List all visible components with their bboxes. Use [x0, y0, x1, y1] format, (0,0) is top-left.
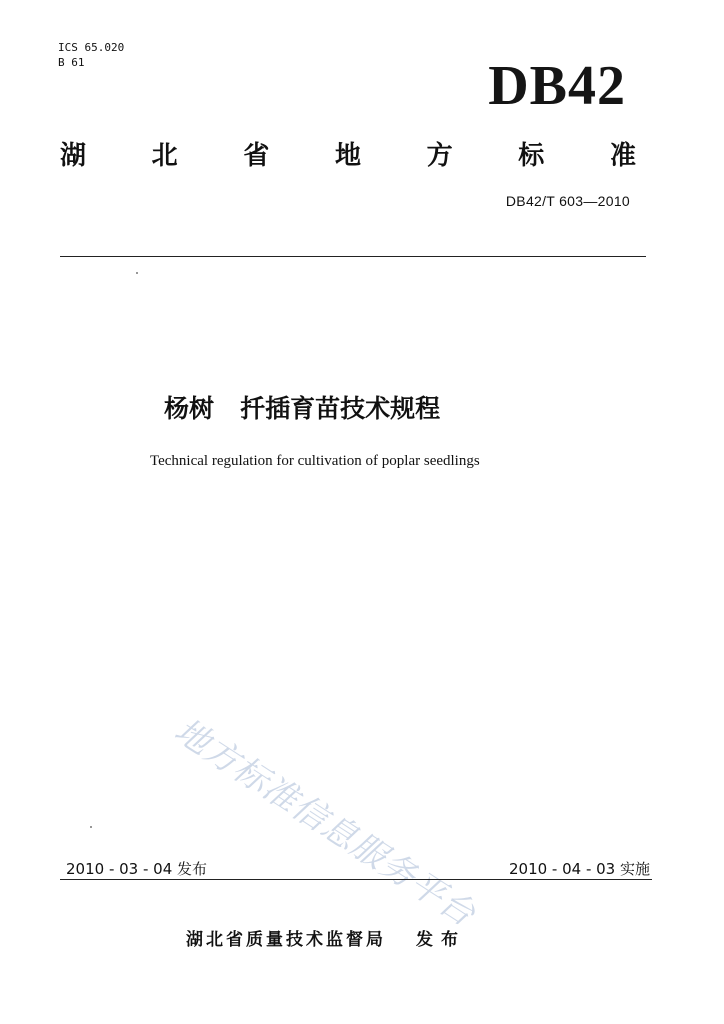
title-char: 省 [243, 141, 270, 171]
issuer-name: 湖北省质量技术监督局 [186, 930, 386, 950]
classification-codes [58, 40, 124, 70]
implement-date: 2010 - 04 - 03 实施 [508, 860, 650, 878]
title-char: 地 [334, 141, 361, 171]
footer-divider [60, 879, 652, 880]
db-logo: DB42 [488, 55, 626, 117]
header-divider [60, 256, 646, 257]
title-char: 北 [151, 141, 178, 171]
scan-speck [136, 272, 138, 274]
title-char: 方 [426, 141, 453, 171]
watermark: 地方标准信息服务平台 [167, 710, 483, 935]
document-title-zh: 杨树 扦插育苗技术规程 [164, 394, 441, 423]
ccs-code: B 61 [58, 56, 85, 69]
standard-code: DB42/T 603—2010 [505, 193, 630, 209]
document-title-en: Technical regulation for cultivation of poplar seedlings [150, 453, 480, 469]
issuer-line [186, 925, 466, 950]
title-char: 湖 [60, 141, 87, 171]
publish-date: 2010 - 03 - 04 发布 [66, 860, 208, 878]
issuer-verb: 发布 [416, 930, 466, 950]
scan-speck [90, 826, 92, 828]
standard-category-title [60, 138, 636, 174]
ics-code: ICS 65.020 [58, 41, 125, 54]
title-char: 准 [609, 141, 636, 171]
title-char: 标 [518, 141, 545, 171]
